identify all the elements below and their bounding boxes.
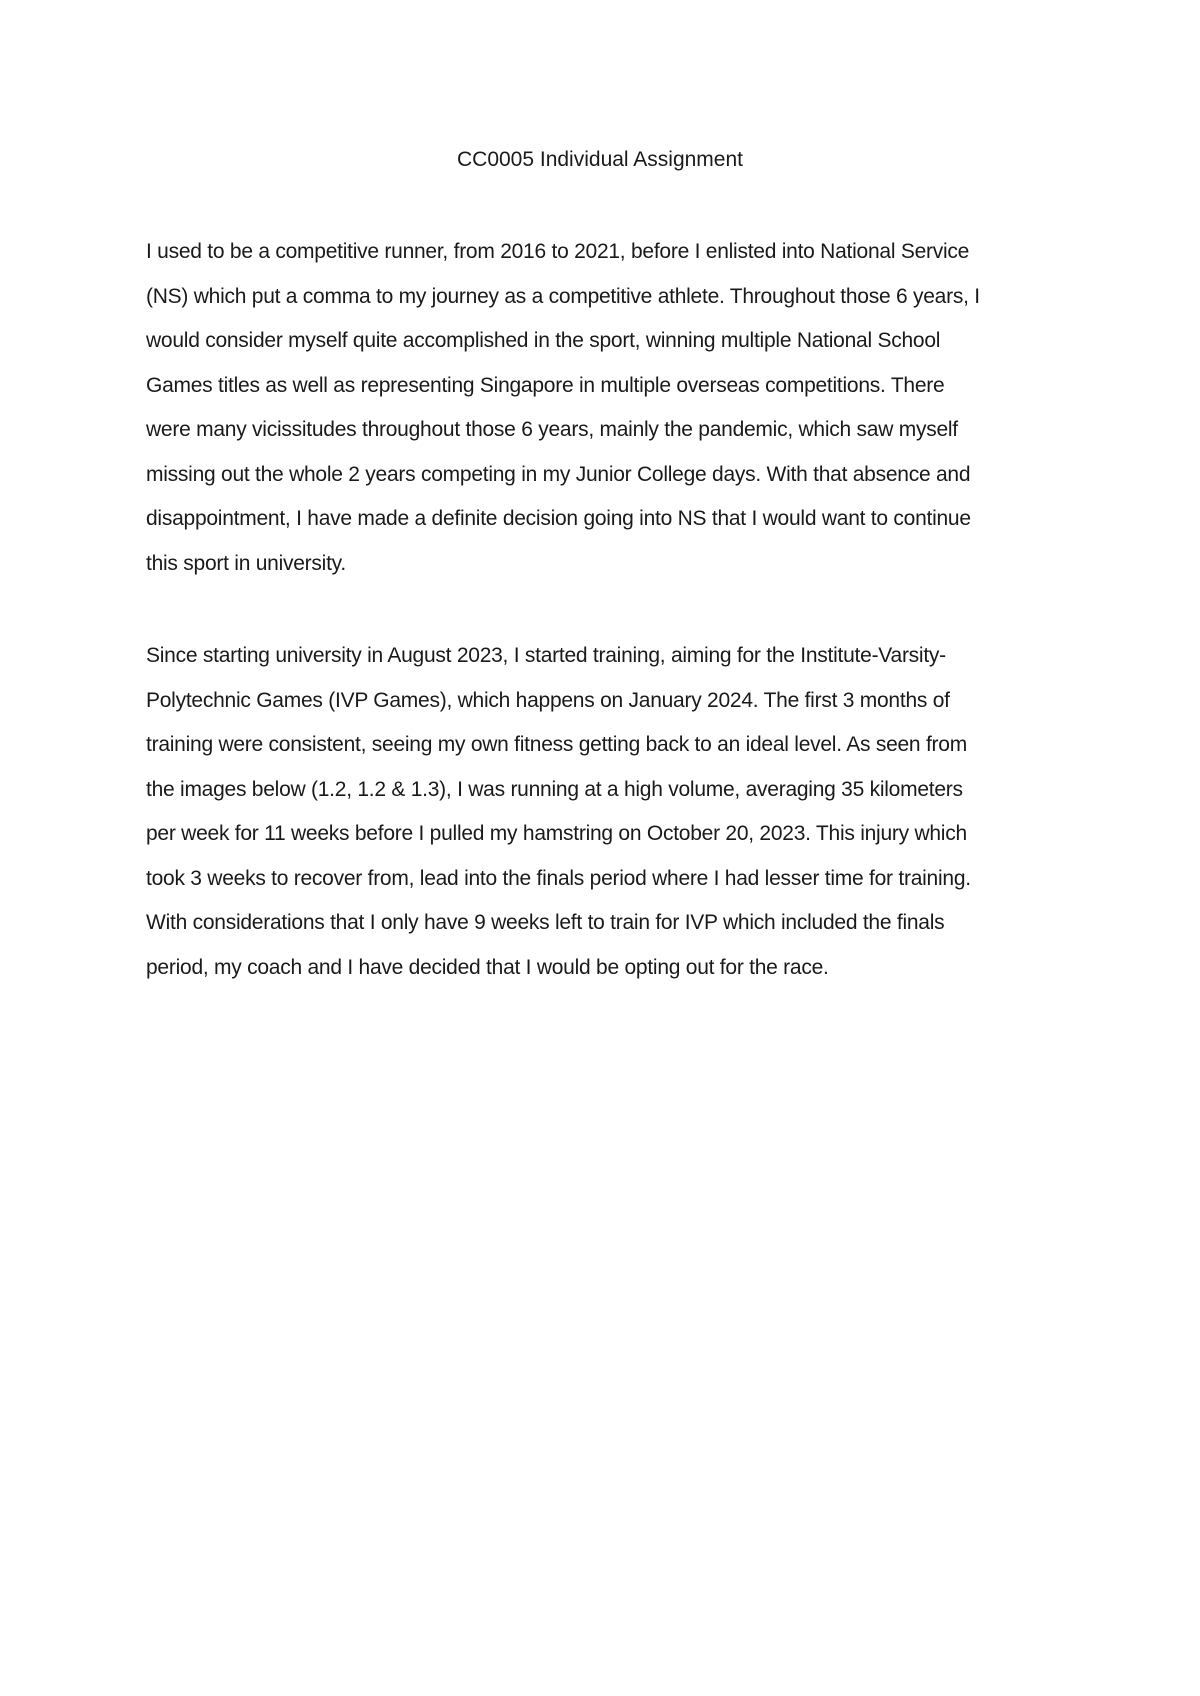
paragraph-1 xyxy=(146,230,1061,586)
paragraph-line: per week for 11 weeks before I pulled my hamstring on October 20, 2023. This injury which xyxy=(146,822,967,845)
paragraph-line: would consider myself quite accomplished in the sport, winning multiple National School xyxy=(146,329,941,352)
paragraph-2 xyxy=(146,634,1061,990)
paragraph-line: were many vicissitudes throughout those 6 years, mainly the pandemic, which saw myself xyxy=(146,418,958,441)
paragraph-line: training were consistent, seeing my own fitness getting back to an ideal level. As seen from xyxy=(146,733,967,756)
paragraph-line: Since starting university in August 2023, I started training, aiming for the Institute-Varsity- xyxy=(146,644,946,667)
paragraph-line: With considerations that I only have 9 weeks left to train for IVP which included the finals xyxy=(146,911,945,934)
paragraph-line: disappointment, I have made a definite decision going into NS that I would want to continue xyxy=(146,507,971,530)
paragraph-line: took 3 weeks to recover from, lead into the finals period where I had lesser time for training. xyxy=(146,866,971,890)
paragraph-line: Games titles as well as representing Singapore in multiple overseas competitions. There xyxy=(146,373,945,397)
paragraph-line: the images below (1.2, 1.2 & 1.3), I was running at a high volume, averaging 35 kilometers xyxy=(146,777,963,801)
paragraph-line: (NS) which put a comma to my journey as a competitive athlete. Throughout those 6 years, I xyxy=(146,284,980,308)
paragraph-line: Polytechnic Games (IVP Games), which happens on January 2024. The first 3 months of xyxy=(146,688,950,712)
paragraph-line: I used to be a competitive runner, from 2016 to 2021, before I enlisted into National Service xyxy=(146,240,970,263)
paragraph-line: missing out the whole 2 years competing in my Junior College days. With that absence and xyxy=(146,462,971,486)
paragraph-line: period, my coach and I have decided that I would be opting out for the race. xyxy=(146,955,829,979)
paragraph-line: this sport in university. xyxy=(146,551,346,575)
document-title: CC0005 Individual Assignment xyxy=(456,148,743,171)
